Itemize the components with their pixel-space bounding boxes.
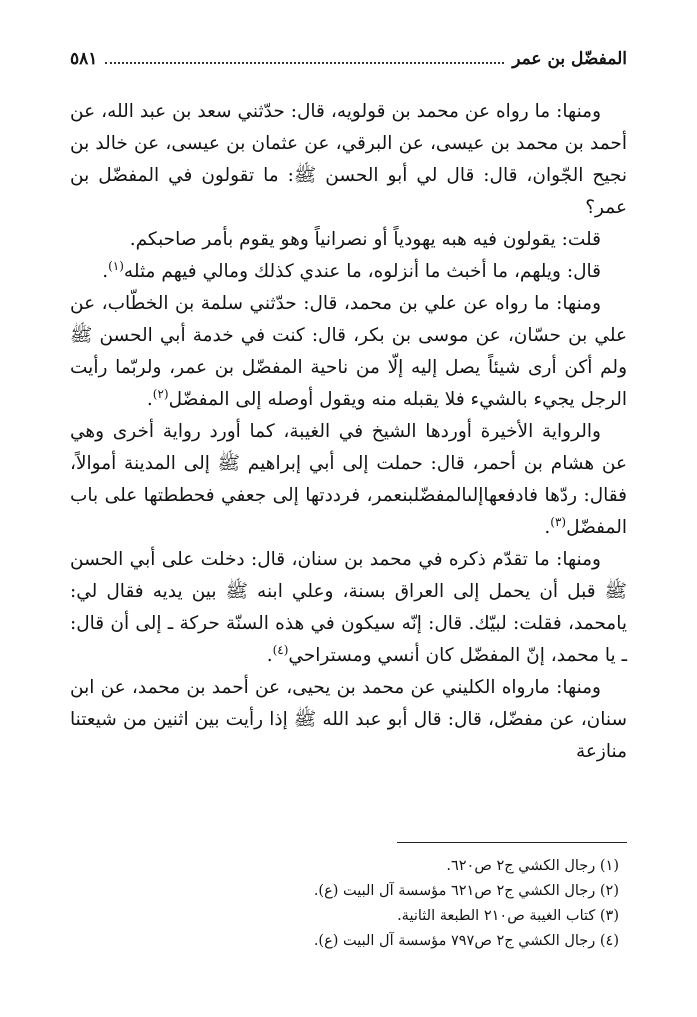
footnote-3: (٣) كتاب الغيبة ص٢١٠ الطبعة الثانية. [397, 908, 619, 924]
paragraph-3: قال: ويلهم، ما أخبث ما أنزلوه، ما عندي كذلك ومالي فيهم مثله$^{(١)}$. [102, 258, 601, 282]
footnote-ref-1[interactable]: (١) [108, 258, 124, 273]
footnote-1: (١) رجال الكشي ج٢ ص٦٢٠. [446, 858, 619, 874]
header-title: المفضّل بن عمر [512, 49, 627, 69]
paragraph-6: ومنها: ما تقدّم ذكره في محمد بن سنان، قال: دخلت على أبي الحسن ﷺ قبل أن يحمل إلى العراق بسنة، وعلي ابنه ﷺ بين يديه فقال لي: يامحمد، فقلت: لبيّك. قال: إنّه سيكون في هذه السنّة حركة ـ إلى أن قال: ـ يا محمد، إنّ المفضّل كان أنسي ومستراحي$^{(٤)}$. [70, 549, 627, 666]
main-text [70, 96, 627, 768]
running-header [70, 45, 627, 73]
footnote-separator [397, 842, 627, 843]
footnote-ref-3[interactable]: (٣) [550, 514, 567, 529]
paragraph-4: ومنها: ما رواه عن علي بن محمد، قال: حدّثني سلمة بن الخطّاب، عن علي بن حسّان، عن موسى بن بكر، قال: كنت في خدمة أبي الحسن ﷺ ولم أكن أرى شيئاً يصل إليه إلّا من ناحية المفضّل بن عمر، ولربّما رأيت الرجل يجيء بالشيء فلا يقبله منه ويقول أوصله إلى المفضّل$^{(٢)}$. [70, 293, 627, 410]
footnotes [70, 854, 627, 954]
footnote-2: (٢) رجال الكشي ج٢ ص٦٢١ مؤسسة آل البيت (ع). [313, 883, 619, 899]
paragraph-1: ومنها: ما رواه عن محمد بن قولويه، قال: حدّثني سعد بن عبد الله، عن أحمد بن محمد بن عيسى، عن البرقي، عن عثمان بن عيسى، عن خالد بن نجيح الجّوان، قال: قال لي أبو الحسن ﷺ: ما تقولون في المفضّل بن عمر؟ [70, 101, 627, 218]
paragraph-2: قلت: يقولون فيه هبه يهودياً أو نصرانياً وهو يقوم بأمر صاحبكم. [129, 229, 601, 250]
paragraph-5: والرواية الأخيرة أوردها الشيخ في الغيبة، كما أورد رواية أخرى وهي عن هشام بن أحمر، قال: حملت إلى أبي إبراهيم ﷺ إلى المدينة أموالاً، فقال: ردّها فادفعهاإلىالمفضّلبنعمر، فرددتها إلى جعفي فحططتها على باب المفضّل$^{(٣)}$. [70, 421, 627, 538]
dotted-leader [105, 62, 504, 64]
paragraph-7: ومنها: مارواه الكليني عن محمد بن يحيى، عن أحمد بن محمد، عن ابن سنان، عن مفضّل، قال: قال أبو عبد الله ﷺ إذا رأيت بين اثنين من شيعتنا منازعة [70, 677, 627, 762]
page-number: ٥٨١ [70, 49, 98, 69]
footnote-ref-4[interactable]: (٤) [272, 642, 289, 657]
footnote-4: (٤) رجال الكشي ج٢ ص٧٩٧ مؤسسة آل البيت (ع). [313, 933, 619, 949]
footnote-ref-2[interactable]: (٢) [152, 386, 169, 401]
